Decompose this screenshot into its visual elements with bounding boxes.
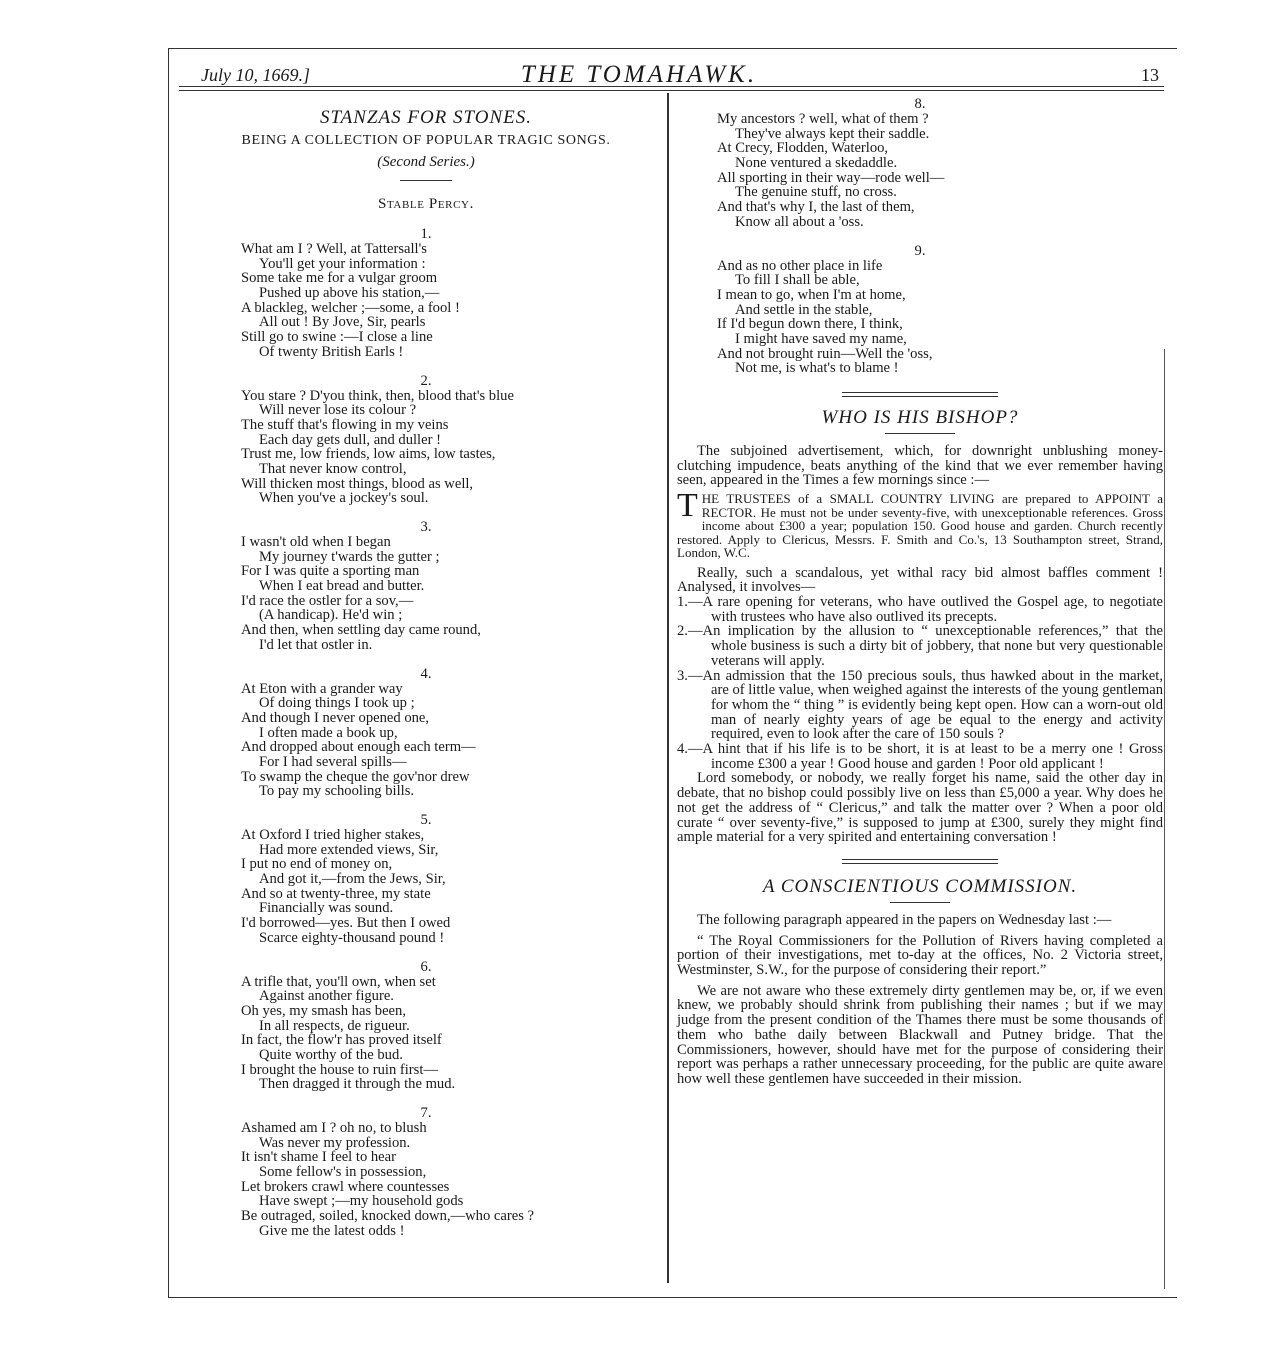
column-divider	[667, 93, 669, 1283]
page-edge-line	[1164, 349, 1165, 1289]
verse-line: When you've a jockey's soul.	[259, 490, 429, 507]
advertisement	[677, 487, 1163, 561]
newspaper-page	[168, 48, 1177, 1298]
verse-line: Scarce eighty-thousand pound !	[259, 929, 445, 946]
header-rule-second	[179, 90, 1164, 91]
verse-line: Financially was sound.	[259, 900, 394, 917]
article-title-commission: A CONSCIENTIOUS COMMISSION.	[762, 875, 1078, 897]
verse-line: And settle in the stable,	[735, 301, 873, 318]
verse-line: When I eat bread and butter.	[259, 578, 425, 595]
verse-lines	[241, 1121, 651, 1239]
verse-line: That never know control,	[259, 460, 407, 477]
verse-lines	[241, 535, 651, 653]
verse-line: And so at twenty-three, my state	[241, 885, 431, 902]
poem-title: Stable Percy.	[378, 196, 474, 212]
stanza-number: 2.	[420, 372, 432, 389]
verse-line: My ancestors ? well, what of them ?	[717, 111, 929, 127]
verse-line: You'll get your information :	[259, 255, 426, 272]
verse-line: For I was quite a sporting man	[241, 563, 420, 580]
verse-line: I might have saved my name,	[735, 330, 907, 347]
header-rule	[179, 86, 1164, 87]
drop-cap: T	[677, 487, 698, 525]
verse-line: Of twenty British Earls !	[259, 343, 404, 360]
verse-line: Some take me for a vulgar groom	[241, 270, 438, 287]
verse-line: Then dragged it through the mud.	[259, 1076, 456, 1093]
verse-line: At Eton with a grander way	[241, 680, 403, 697]
verse-line: Give me the latest odds !	[259, 1222, 405, 1239]
verse-line: At Oxford I tried higher stakes,	[241, 827, 425, 843]
stanza-group-left	[201, 227, 651, 1239]
verse-line: And though I never opened one,	[241, 709, 430, 726]
section-rule	[890, 902, 950, 903]
verse-line: You stare ? D'you think, then, blood that's blue	[241, 387, 514, 404]
verse-line: Be outraged, soiled, knocked down,—who cares ?	[241, 1208, 535, 1225]
verse-line: If I'd begun down there, I think,	[717, 316, 903, 333]
stanza-number: 6.	[420, 958, 432, 975]
verse-lines	[717, 259, 1163, 377]
verse-line: A trifle that, you'll own, when set	[241, 973, 436, 990]
stanza	[201, 960, 651, 1093]
verse-line: I brought the house to ruin first—	[241, 1061, 438, 1078]
running-header	[169, 61, 1177, 89]
analysis-item: 1.—A rare opening for veterans, who have outlived the Gospel age, to negotiate with trustees who have also outlived its precepts.	[677, 594, 1163, 625]
verse-line: And dropped about enough each term—	[241, 739, 476, 756]
verse-line: Pushed up above his station,—	[259, 285, 440, 302]
verse-line: I put no end of money on,	[241, 856, 393, 873]
section-rule	[400, 180, 452, 181]
verse-line: I'd let that ostler in.	[259, 636, 373, 653]
right-column	[677, 97, 1163, 1087]
verse-line: Quite worthy of the bud.	[259, 1046, 403, 1063]
verse-line: I often made a book up,	[259, 724, 398, 741]
commission-intro: The following paragraph appeared in the papers on Wednesday last :—	[697, 911, 1112, 928]
verse-line: I'd race the ostler for a sov,—	[241, 592, 414, 609]
bishop-para-2: Lord somebody, or nobody, we really forget his name, said the other day in debate, that no bishop could possibly live on less than £5,000 a year. Why does he not get the address of “ Clericus,” and talk the matter over ? When a poor old curate “ over seventy-five,” is supposed to jump at £300, surely they might find ample material for a very spirited and entertaining conversation !	[677, 770, 1163, 846]
verse-line: All out ! By Jove, Sir, pearls	[259, 314, 426, 331]
verse-line: To fill I shall be able,	[735, 272, 860, 289]
verse-line: Of doing things I took up ;	[259, 695, 415, 712]
stanza-number: 5.	[420, 812, 432, 828]
verse-line: None ventured a skedaddle.	[735, 155, 898, 172]
verse-line: Have swept ;—my household gods	[259, 1193, 464, 1210]
stanza	[201, 227, 651, 360]
verse-line: The genuine stuff, no cross.	[735, 184, 897, 201]
verse-line: Oh yes, my smash has been,	[241, 1002, 406, 1019]
verse-lines	[241, 682, 651, 800]
verse-line: Some fellow's in possession,	[259, 1164, 427, 1181]
verse-line: Know all about a 'oss.	[735, 213, 864, 230]
verse-line: They've always kept their saddle.	[735, 125, 930, 142]
verse-line: My journey t'wards the gutter ;	[259, 548, 440, 565]
article-subtitle: BEING A COLLECTION OF POPULAR TRAGIC SONGS.	[241, 133, 611, 148]
verse-line: And that's why I, the last of them,	[717, 199, 915, 216]
verse-line: In fact, the flow'r has proved itself	[241, 1032, 442, 1049]
issue-date: July 10, 1669.]	[201, 65, 310, 85]
commission-para: We are not aware who these extremely dirty gentlemen may be, or, if we even knew, we probably should shrink from publishing their names ; but if we may judge from the present condition of the Thames there must be some thousands of them who bathe daily between Blackwall and Putney bridge. That the Commissioners, however, should have met for the purpose of considering their report was perhaps a rather unnecessary proceeding, for the public are quite aware how well these gentlemen have succeeded in their mission.	[677, 982, 1163, 1087]
stanza-number: 7.	[420, 1105, 432, 1121]
stanza	[201, 520, 651, 653]
verse-lines	[241, 975, 651, 1093]
verse-line: All sporting in their way—rode well—	[717, 169, 945, 186]
stanza	[677, 244, 1163, 377]
verse-lines	[241, 828, 651, 946]
verse-line: To swamp the cheque the gov'nor drew	[241, 768, 470, 785]
verse-line: And not brought ruin—Well the 'oss,	[717, 345, 933, 362]
verse-line: And as no other place in life	[717, 257, 883, 274]
stanza-group-right	[677, 97, 1163, 376]
stanza	[201, 374, 651, 507]
advertisement-text: HE TRUSTEES of a SMALL COUNTRY LIVING are prepared to APPOINT a RECTOR. He must not be under seventy-five, with unexceptionable references. Gross income about £300 a year; population 150. Good house and garden. Church recently restored. Apply to Clericus, Messrs. F. Smith and Co.'s, 13 Southampton street, Strand, London, W.C.	[677, 491, 1163, 561]
verse-lines	[241, 242, 651, 360]
stanza-number: 3.	[420, 519, 432, 535]
analysis-list	[677, 595, 1163, 771]
stanza-number: 1.	[420, 226, 432, 242]
verse-line: I'd borrowed—yes. But then I owed	[241, 915, 451, 932]
verse-line: Trust me, low friends, low aims, low tastes,	[241, 446, 496, 463]
verse-line: Against another figure.	[259, 988, 394, 1005]
stanza-number: 8.	[914, 96, 926, 112]
verse-line: What am I ? Well, at Tattersall's	[241, 241, 427, 257]
verse-lines	[241, 389, 651, 507]
analysis-item: 3.—An admission that the 150 precious souls, thus hawked about in the market, are of little value, when weighed against the interests of the young gentleman for whom the “ thing ” is evidently being kept open. How can a worn-out old man of nearly eighty years of age be equal to the energy and activity required, even to look after the care of 150 souls ?	[677, 667, 1163, 743]
section-rule	[885, 433, 955, 434]
series-label: (Second Series.)	[377, 154, 475, 170]
commission-quote: “ The Royal Commissioners for the Pollution of Rivers having completed a portion of their investigations, met to-day at the offices, No. 2 Victoria street, Westminster, S.W., for the purpose of considering their report.”	[677, 932, 1163, 979]
stanza	[201, 667, 651, 800]
verse-line: A blackleg, welcher ;—some, a fool !	[241, 299, 460, 316]
verse-line: Had more extended views, Sir,	[259, 841, 439, 858]
verse-line: The stuff that's flowing in my veins	[241, 416, 449, 433]
verse-line: Not me, is what's to blame !	[735, 360, 899, 377]
verse-line: For I had several spills—	[259, 753, 407, 770]
verse-line: I wasn't old when I began	[241, 534, 391, 550]
stanza	[677, 97, 1163, 230]
analysis-item: 2.—An implication by the allusion to “ unexceptionable references,” that the whole business is such a dirty bit of jobbery, that none but very questionable veterans will apply.	[677, 623, 1163, 669]
journal-title: THE TOMAHAWK.	[520, 61, 758, 88]
verse-line: (A handicap). He'd win ;	[259, 607, 403, 624]
verse-line: And then, when settling day came round,	[241, 622, 481, 639]
verse-line: I mean to go, when I'm at home,	[717, 286, 906, 303]
verse-line: Still go to swine :—I close a line	[241, 329, 433, 346]
bishop-intro: The subjoined advertisement, which, for downright unblushing money-clutching impudence, beats anything of the kind that we ever remember having seen, appeared in the Times a few mornings since :—	[677, 443, 1163, 489]
article-title-bishop: WHO IS HIS BISHOP?	[821, 407, 1019, 428]
stanza	[201, 813, 651, 946]
verse-line: It isn't shame I feel to hear	[241, 1149, 396, 1166]
verse-line: To pay my schooling bills.	[259, 783, 415, 800]
verse-line: In all respects, de rigueur.	[259, 1017, 410, 1034]
article-title-stanzas: STANZAS FOR STONES.	[319, 107, 532, 128]
analysis-item: 4.—A hint that if his life is to be short, it is at least to be a merry one ! Gross income £300 a year ! Good house and garden ! Poor old applicant !	[677, 741, 1163, 772]
verse-lines	[717, 112, 1163, 230]
verse-line: Let brokers crawl where countesses	[241, 1178, 450, 1195]
verse-line: At Crecy, Flodden, Waterloo,	[717, 140, 889, 157]
verse-line: Ashamed am I ? oh no, to blush	[241, 1120, 427, 1136]
stanza-number: 9.	[914, 242, 926, 259]
verse-line: Will never lose its colour ?	[259, 402, 417, 419]
stanza-number: 4.	[420, 665, 432, 682]
verse-line: Will thicken most things, blood as well,	[241, 475, 474, 492]
verse-line: Was never my profession.	[259, 1134, 411, 1151]
page-number: 13	[1141, 65, 1159, 85]
verse-line: Each day gets dull, and duller !	[259, 431, 441, 448]
stanza	[201, 1106, 651, 1239]
verse-line: And got it,—from the Jews, Sir,	[259, 871, 446, 888]
left-column	[201, 97, 651, 1239]
bishop-para-1: Really, such a scandalous, yet withal racy bid almost baffles comment ! Analysed, it involves—	[677, 564, 1163, 596]
